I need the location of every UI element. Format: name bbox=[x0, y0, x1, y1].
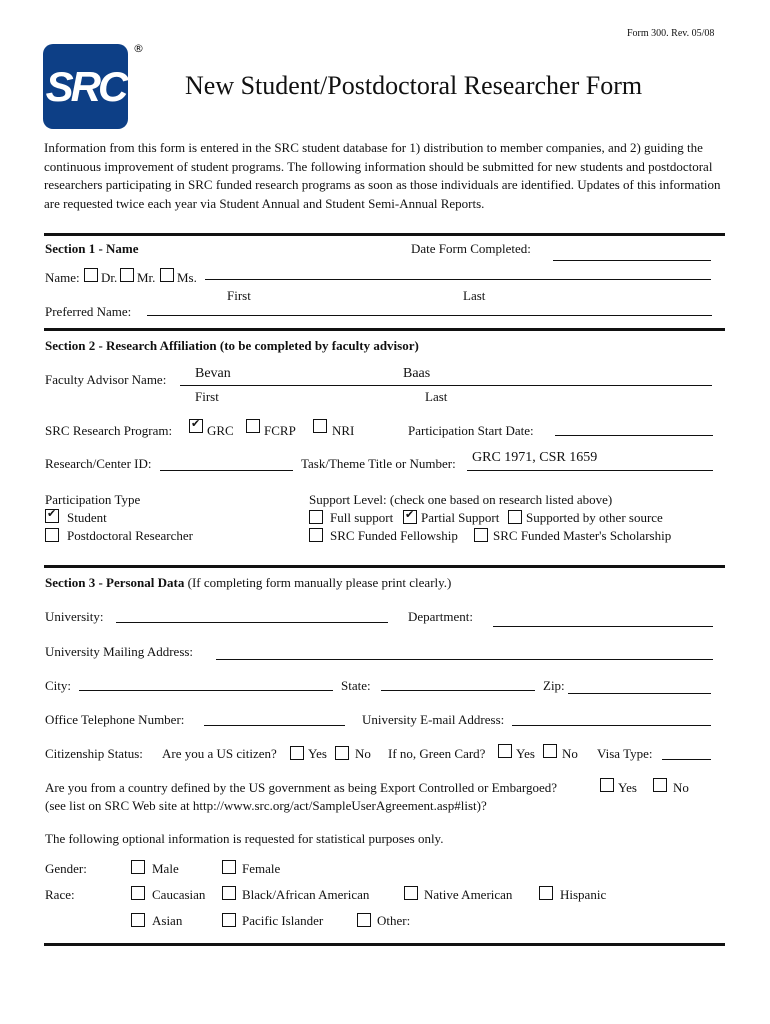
student-label: Student bbox=[67, 510, 107, 525]
page-title: New Student/Postdoctoral Researcher Form bbox=[185, 71, 643, 100]
section-divider bbox=[44, 565, 725, 568]
export-no-checkbox[interactable] bbox=[653, 778, 667, 792]
female-label: Female bbox=[242, 861, 281, 876]
optional-note: The following optional information is requested for statistical purposes only. bbox=[45, 831, 444, 846]
ms-label: Ms. bbox=[177, 270, 197, 285]
src-logo: SRC bbox=[43, 44, 128, 129]
full-support-checkbox[interactable] bbox=[309, 510, 323, 524]
export-no-label: No bbox=[673, 780, 689, 795]
nri-label: NRI bbox=[332, 423, 355, 438]
support-level-label: Support Level: (check one based on research listed above) bbox=[309, 492, 613, 507]
full-name-field[interactable] bbox=[205, 279, 711, 280]
visa-type-field[interactable] bbox=[662, 759, 711, 760]
male-checkbox[interactable] bbox=[131, 860, 145, 874]
section2-heading: Section 2 - Research Affiliation (to be completed by faculty advisor) bbox=[45, 338, 419, 353]
us-citizen-yes-checkbox[interactable] bbox=[290, 746, 304, 760]
native-american-label: Native American bbox=[424, 887, 513, 902]
native-american-checkbox[interactable] bbox=[404, 886, 418, 900]
other-race-checkbox[interactable] bbox=[357, 913, 371, 927]
advisor-first-caption: First bbox=[195, 389, 219, 404]
advisor-name-field[interactable] bbox=[180, 385, 712, 386]
export-note: (see list on SRC Web site at http://www.src.org/act/SampleUserAgreement.asp#list)? bbox=[45, 798, 487, 813]
green-card-no-label: No bbox=[562, 746, 578, 761]
black-checkbox[interactable] bbox=[222, 886, 236, 900]
first-name-caption: First bbox=[227, 288, 251, 303]
name-label: Name: bbox=[45, 270, 80, 285]
postdoc-checkbox[interactable] bbox=[45, 528, 59, 542]
masters-checkbox[interactable] bbox=[474, 528, 488, 542]
state-label: State: bbox=[341, 678, 371, 693]
grc-checkbox[interactable] bbox=[189, 419, 203, 433]
preferred-name-field[interactable] bbox=[147, 315, 712, 316]
zip-label: Zip: bbox=[543, 678, 565, 693]
program-label: SRC Research Program: bbox=[45, 423, 173, 438]
advisor-first-value: Bevan bbox=[195, 366, 231, 381]
section3-note: (If completing form manually please print clearly.) bbox=[184, 575, 452, 590]
asian-checkbox[interactable] bbox=[131, 913, 145, 927]
male-label: Male bbox=[152, 861, 179, 876]
section3-heading bbox=[45, 575, 451, 591]
nri-checkbox[interactable] bbox=[313, 419, 327, 433]
fellowship-label: SRC Funded Fellowship bbox=[330, 528, 458, 543]
green-card-yes-checkbox[interactable] bbox=[498, 744, 512, 758]
dr-checkbox[interactable] bbox=[84, 268, 98, 282]
us-citizen-question: Are you a US citizen? bbox=[162, 746, 277, 761]
registered-mark: ® bbox=[133, 42, 144, 55]
fellowship-checkbox[interactable] bbox=[309, 528, 323, 542]
advisor-last-value: Baas bbox=[403, 366, 431, 381]
mailing-address-label: University Mailing Address: bbox=[45, 644, 194, 659]
date-completed-field[interactable] bbox=[553, 260, 711, 261]
university-label: University: bbox=[45, 609, 104, 624]
start-date-field[interactable] bbox=[555, 435, 713, 436]
black-label: Black/African American bbox=[242, 887, 370, 902]
zip-field[interactable] bbox=[568, 693, 711, 694]
student-checkbox[interactable] bbox=[45, 509, 59, 523]
mr-checkbox[interactable] bbox=[120, 268, 134, 282]
participation-type-label: Participation Type bbox=[45, 492, 141, 507]
green-card-question: If no, Green Card? bbox=[388, 746, 486, 761]
task-label: Task/Theme Title or Number: bbox=[301, 456, 456, 471]
preferred-name-label: Preferred Name: bbox=[45, 304, 132, 319]
task-value: GRC 1971, CSR 1659 bbox=[472, 450, 598, 465]
section-divider bbox=[44, 943, 725, 946]
other-source-checkbox[interactable] bbox=[508, 510, 522, 524]
email-field[interactable] bbox=[512, 725, 711, 726]
other-source-label: Supported by other source bbox=[526, 510, 663, 525]
last-name-caption: Last bbox=[463, 288, 486, 303]
ms-checkbox[interactable] bbox=[160, 268, 174, 282]
intro-paragraph: Information from this form is entered in the SRC student database for 1) distribution to member companies, and 2) guiding the continuous improvement of student programs. The following information should be submitted for new students and postdoctoral researchers participating in SRC funded research programs as soon as those individuals are identified. Updates of this information are requested twice each year via Student Annual and Student Semi-Annual Reports. bbox=[44, 140, 721, 211]
green-card-yes-label: Yes bbox=[516, 746, 535, 761]
phone-field[interactable] bbox=[204, 725, 345, 726]
email-label: University E-mail Address: bbox=[362, 712, 505, 727]
section1-heading: Section 1 - Name bbox=[45, 241, 139, 256]
us-citizen-no-label: No bbox=[355, 746, 371, 761]
fcrp-checkbox[interactable] bbox=[246, 419, 260, 433]
green-card-no-checkbox[interactable] bbox=[543, 744, 557, 758]
advisor-last-caption: Last bbox=[425, 389, 448, 404]
partial-support-checkbox[interactable] bbox=[403, 510, 417, 524]
asian-label: Asian bbox=[152, 913, 183, 928]
mailing-address-field[interactable] bbox=[216, 659, 713, 660]
center-id-field[interactable] bbox=[160, 470, 293, 471]
phone-label: Office Telephone Number: bbox=[45, 712, 185, 727]
us-citizen-yes-label: Yes bbox=[308, 746, 327, 761]
mr-label: Mr. bbox=[137, 270, 156, 285]
date-completed-label: Date Form Completed: bbox=[411, 241, 531, 256]
form-id: Form 300. Rev. 05/08 bbox=[627, 28, 715, 39]
section-divider bbox=[44, 233, 725, 236]
fcrp-label: FCRP bbox=[264, 423, 296, 438]
center-id-label: Research/Center ID: bbox=[45, 456, 152, 471]
section-divider bbox=[44, 328, 725, 331]
caucasian-label: Caucasian bbox=[152, 887, 206, 902]
us-citizen-no-checkbox[interactable] bbox=[335, 746, 349, 760]
start-date-label: Participation Start Date: bbox=[408, 423, 534, 438]
department-field[interactable] bbox=[493, 626, 713, 627]
section3-title: Section 3 - Personal Data bbox=[45, 575, 185, 590]
hispanic-label: Hispanic bbox=[560, 887, 607, 902]
hispanic-checkbox[interactable] bbox=[539, 886, 553, 900]
pacific-islander-checkbox[interactable] bbox=[222, 913, 236, 927]
visa-type-label: Visa Type: bbox=[597, 746, 653, 761]
department-label: Department: bbox=[408, 609, 473, 624]
pacific-islander-label: Pacific Islander bbox=[242, 913, 324, 928]
citizenship-label: Citizenship Status: bbox=[45, 746, 143, 761]
advisor-label: Faculty Advisor Name: bbox=[45, 372, 167, 387]
task-field[interactable] bbox=[467, 470, 713, 471]
other-race-label: Other: bbox=[377, 913, 411, 928]
gender-label: Gender: bbox=[45, 861, 87, 876]
export-yes-checkbox[interactable] bbox=[600, 778, 614, 792]
dr-label: Dr. bbox=[101, 270, 118, 285]
export-yes-label: Yes bbox=[618, 780, 637, 795]
female-checkbox[interactable] bbox=[222, 860, 236, 874]
state-field[interactable] bbox=[381, 690, 535, 691]
grc-label: GRC bbox=[207, 423, 234, 438]
partial-support-label: Partial Support bbox=[421, 510, 500, 525]
race-label: Race: bbox=[45, 887, 75, 902]
export-question: Are you from a country defined by the US government as being Export Controlled or Embargoed? bbox=[45, 780, 558, 795]
university-field[interactable] bbox=[116, 622, 388, 623]
caucasian-checkbox[interactable] bbox=[131, 886, 145, 900]
masters-label: SRC Funded Master's Scholarship bbox=[493, 528, 672, 543]
full-support-label: Full support bbox=[330, 510, 394, 525]
city-field[interactable] bbox=[79, 690, 333, 691]
postdoc-label: Postdoctoral Researcher bbox=[67, 528, 193, 543]
city-label: City: bbox=[45, 678, 72, 693]
